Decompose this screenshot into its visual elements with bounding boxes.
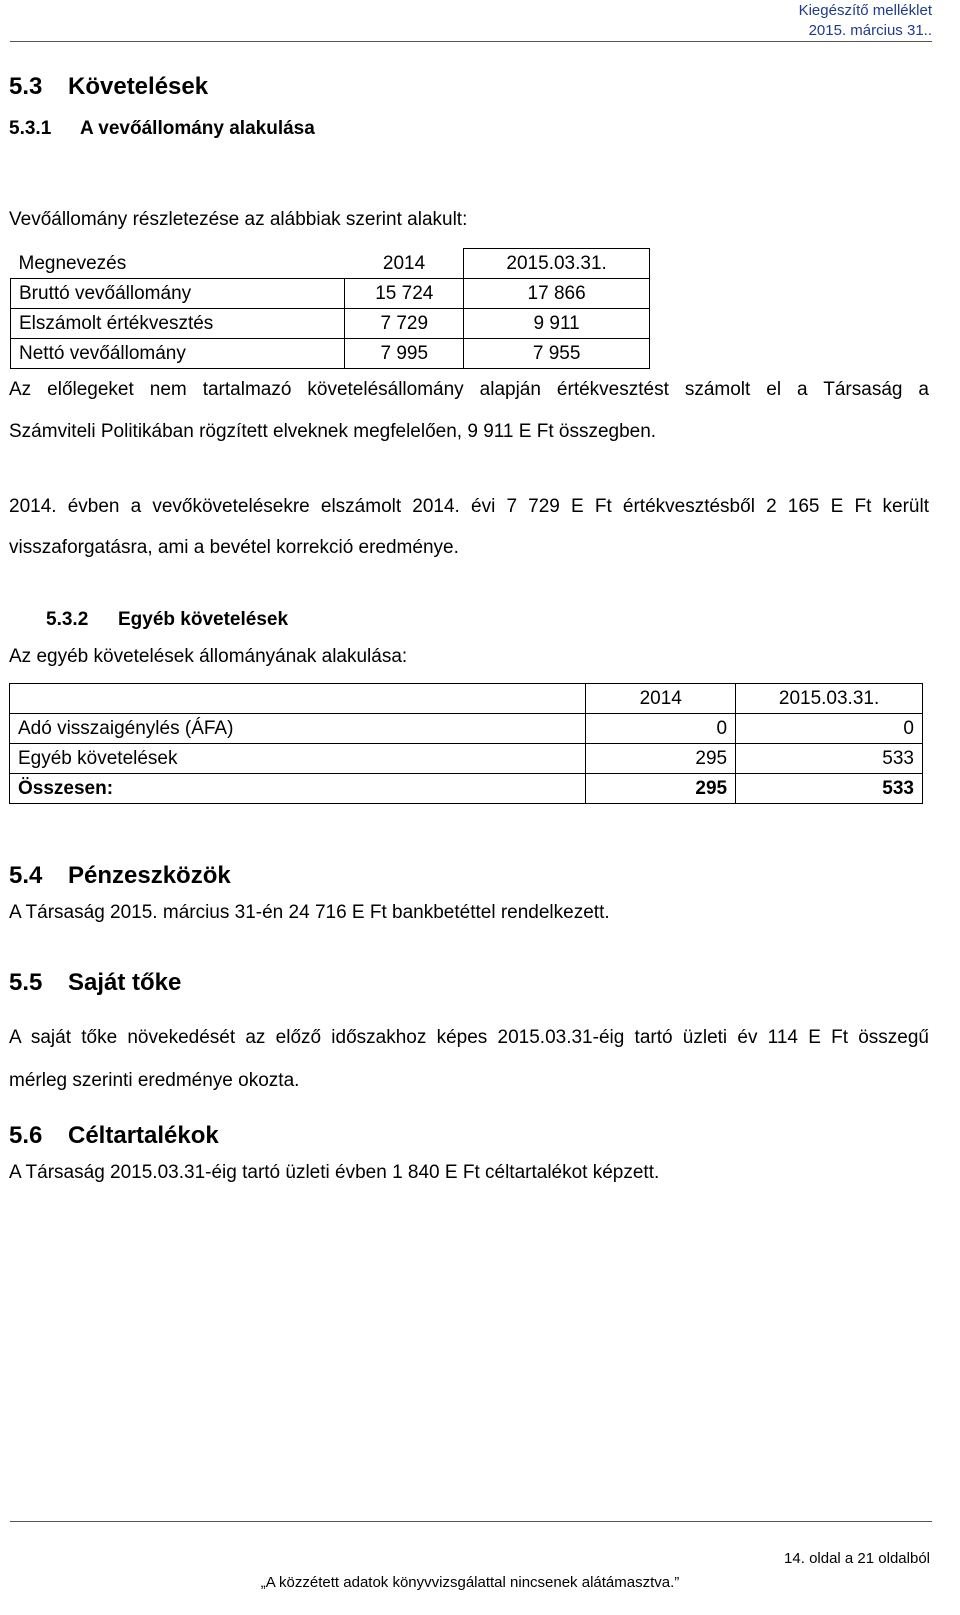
table-cell: 17 866: [464, 279, 650, 309]
table-cell: Bruttó vevőállomány: [11, 279, 345, 309]
table-cell: 9 911: [464, 309, 650, 339]
section-title: Pénzeszközök: [68, 862, 231, 889]
table-cell: Elszámolt értékvesztés: [11, 309, 345, 339]
section-heading-5-6: [9, 1121, 219, 1151]
subsection-title: A vevőállomány alakulása: [80, 118, 315, 139]
subsection-heading-5-3-1: [9, 117, 315, 141]
table-row: [11, 279, 650, 309]
subsection-heading-5-3-2: [46, 608, 288, 632]
table-cell: 533: [736, 774, 923, 804]
table-header-cell: 2015.03.31.: [736, 684, 923, 714]
table-row: [11, 309, 650, 339]
table-cell: Összesen:: [10, 774, 586, 804]
section-title: Követelések: [68, 73, 209, 100]
section-number: 5.6: [9, 1122, 43, 1149]
header-divider: [10, 41, 932, 42]
table-cell: Egyéb követelések: [10, 744, 586, 774]
table-total-row: [10, 774, 923, 804]
footer-note: „A közzétett adatok könyvvizsgálattal nincsenek alátámasztva.”: [260, 1574, 680, 1591]
table-header-cell: 2015.03.31.: [464, 249, 650, 279]
cash-paragraph: A Társaság 2015. március 31-én 24 716 E Ft bankbetéttel rendelkezett.: [9, 902, 610, 923]
table-header-cell: 2014: [586, 684, 736, 714]
table-header-row: [11, 249, 650, 279]
table-header-cell: Megnevezés: [18, 252, 127, 274]
table-cell: 295: [586, 774, 736, 804]
footer-divider: [10, 1521, 932, 1522]
table-row: [10, 714, 923, 744]
table-cell: Nettó vevőállomány: [11, 339, 345, 369]
equity-paragraph-line: A saját tőke növekedését az előző időszakhoz képes 2015.03.31-éig tartó üzleti év 114 E Ft összegű: [9, 1027, 929, 1048]
receivables-table: [10, 248, 650, 369]
section-number: 5.5: [9, 969, 43, 996]
subsection-title: Egyéb követelések: [118, 609, 289, 630]
document-date: 2015. március 31..: [808, 22, 932, 39]
receivables-intro: Vevőállomány részletezése az alábbiak szerint alakult:: [9, 209, 468, 230]
table-row: [11, 339, 650, 369]
reversal-paragraph-line: 2014. évben a vevőkövetelésekre elszámolt 2014. évi 7 729 E Ft értékvesztésből 2 165 E Ft került: [9, 496, 929, 517]
section-heading-5-3: [9, 72, 208, 102]
document-title: Kiegészítő melléklet: [798, 2, 932, 19]
subsection-number: 5.3.1: [9, 118, 52, 139]
section-heading-5-4: [9, 861, 231, 891]
table-cell: 15 724: [345, 279, 464, 309]
equity-paragraph-line: mérleg szerinti eredménye okozta.: [9, 1070, 300, 1091]
reversal-paragraph-line: visszaforgatásra, ami a bevétel korrekció eredménye.: [9, 537, 459, 558]
table-cell: 7 995: [345, 339, 464, 369]
provisions-paragraph: A Társaság 2015.03.31-éig tartó üzleti évben 1 840 E Ft céltartalékot képzett.: [9, 1162, 660, 1183]
section-title: Saját tőke: [68, 969, 182, 996]
section-title: Céltartalékok: [68, 1122, 219, 1149]
impairment-paragraph-line: Számviteli Politikában rögzített elveknek megfelelően, 9 911 E Ft összegben.: [9, 421, 657, 442]
table-header-cell: [10, 684, 586, 714]
table-cell: 533: [736, 744, 923, 774]
table-cell: 7 729: [345, 309, 464, 339]
table-cell: 295: [586, 744, 736, 774]
table-header-row: [10, 684, 923, 714]
page-number: 14. oldal a 21 oldalból: [784, 1550, 930, 1567]
impairment-paragraph-line: Az előlegeket nem tartalmazó követelésállomány alapján értékvesztést számolt el a Társaság a: [9, 379, 929, 400]
other-receivables-intro: Az egyéb követelések állományának alakulása:: [9, 646, 408, 667]
table-cell: Adó visszaigénylés (ÁFA): [10, 714, 586, 744]
subsection-number: 5.3.2: [46, 609, 89, 630]
section-number: 5.3: [9, 73, 43, 100]
section-heading-5-5: [9, 968, 181, 998]
table-row: [10, 744, 923, 774]
section-number: 5.4: [9, 862, 43, 889]
table-cell: 0: [586, 714, 736, 744]
table-header-cell: 2014: [382, 252, 426, 274]
table-cell: 0: [736, 714, 923, 744]
other-receivables-table: [9, 683, 923, 804]
table-cell: 7 955: [464, 339, 650, 369]
